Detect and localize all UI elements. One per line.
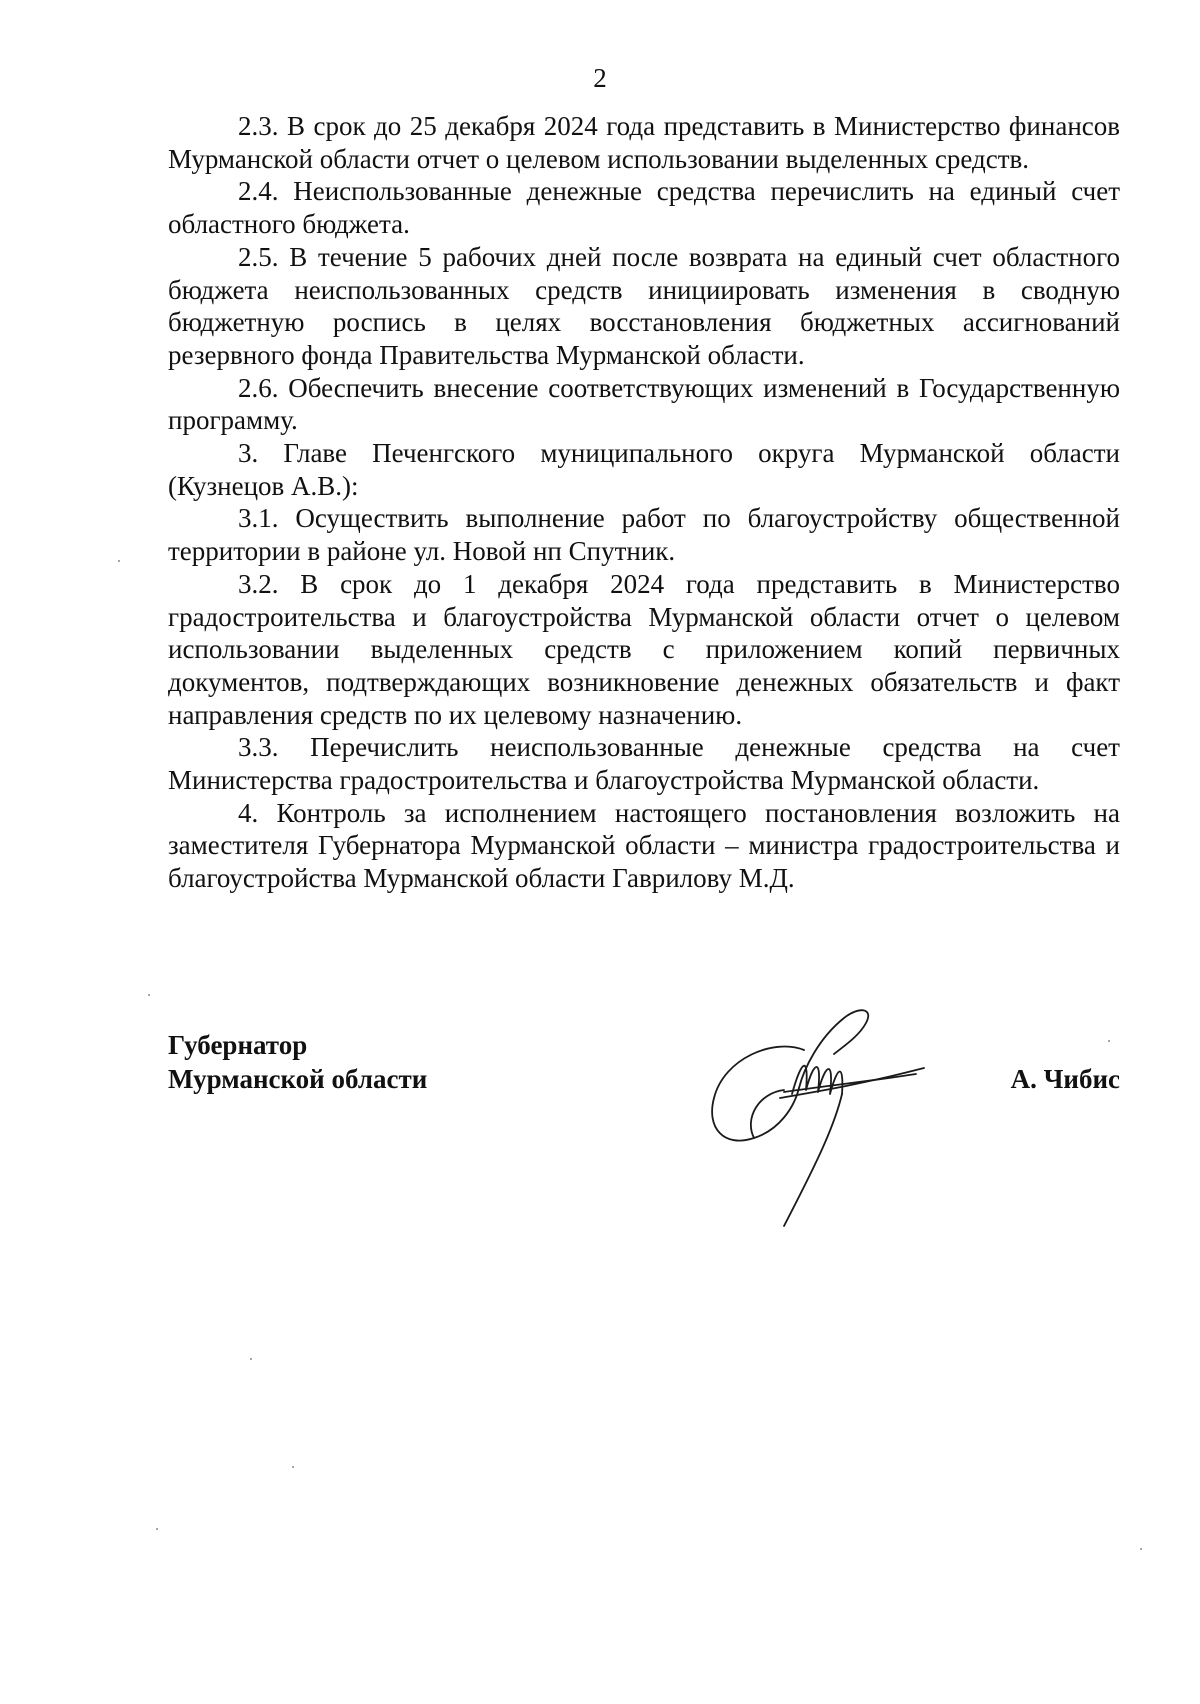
- scan-speck: [148, 994, 150, 996]
- signatory-title-line2: Мурманской области: [168, 1064, 428, 1094]
- handwritten-signature-icon: [684, 998, 944, 1248]
- paragraph-3-2: 3.2. В срок до 1 декабря 2024 года представить в Министерство градостроительства и благоустройства Мурманской области отчет о целевом использовании выделенных средств с приложением копий первичных документов, подтверждающих возникновение денежных обязательств и факт направления средств по их целевому назначению.: [168, 568, 1120, 730]
- scan-speck: [156, 1528, 158, 1530]
- scan-speck: [1108, 1040, 1110, 1042]
- scan-speck: [250, 1358, 252, 1360]
- signatory-title: [168, 1028, 427, 1096]
- paragraph-3: 3. Главе Печенгского муниципального округа Мурманской области (Кузнецов А.В.):: [168, 438, 1120, 501]
- paragraph-2-4: 2.4. Неиспользованные денежные средства перечислить на единый счет областного бюджета.: [168, 176, 1120, 240]
- signatory-title-line1: Губернатор: [168, 1030, 308, 1060]
- scan-speck: [1140, 1548, 1142, 1550]
- page-number: 2: [593, 63, 607, 93]
- paragraph-3-1: 3.1. Осуществить выполнение работ по благоустройству общественной территории в районе ул. Новой нп Спутник.: [168, 503, 1120, 567]
- scan-speck: [118, 560, 120, 562]
- paragraph-3-3: 3.3. Перечислить неиспользованные денежные средства на счет Министерства градостроительства и благоустройства Мурманской области.: [168, 732, 1120, 796]
- paragraph-2-6: 2.6. Обеспечить внесение соответствующих изменений в Государственную программу.: [168, 372, 1120, 436]
- signatory-name: А. Чибис: [1010, 1064, 1120, 1094]
- signature-block: [168, 1028, 1120, 1248]
- scan-speck: [292, 1466, 294, 1468]
- paragraph-2-5: 2.5. В течение 5 рабочих дней после возврата на единый счет областного бюджета неиспользованных средств инициировать изменения в сводную бюджетную роспись в целях восстановления бюджетных ассигнований резервного фонда Правительства Мурманской области.: [168, 241, 1120, 370]
- document-body: [168, 110, 1120, 895]
- paragraph-4: 4. Контроль за исполнением настоящего постановления возложить на заместителя Губернатора Мурманской области – министра градостроительства и благоустройства Мурманской области Гаврилову М.Д.: [168, 797, 1120, 894]
- paragraph-2-3: 2.3. В срок до 25 декабря 2024 года представить в Министерство финансов Мурманской области отчет о целевом использовании выделенных средств.: [168, 111, 1120, 174]
